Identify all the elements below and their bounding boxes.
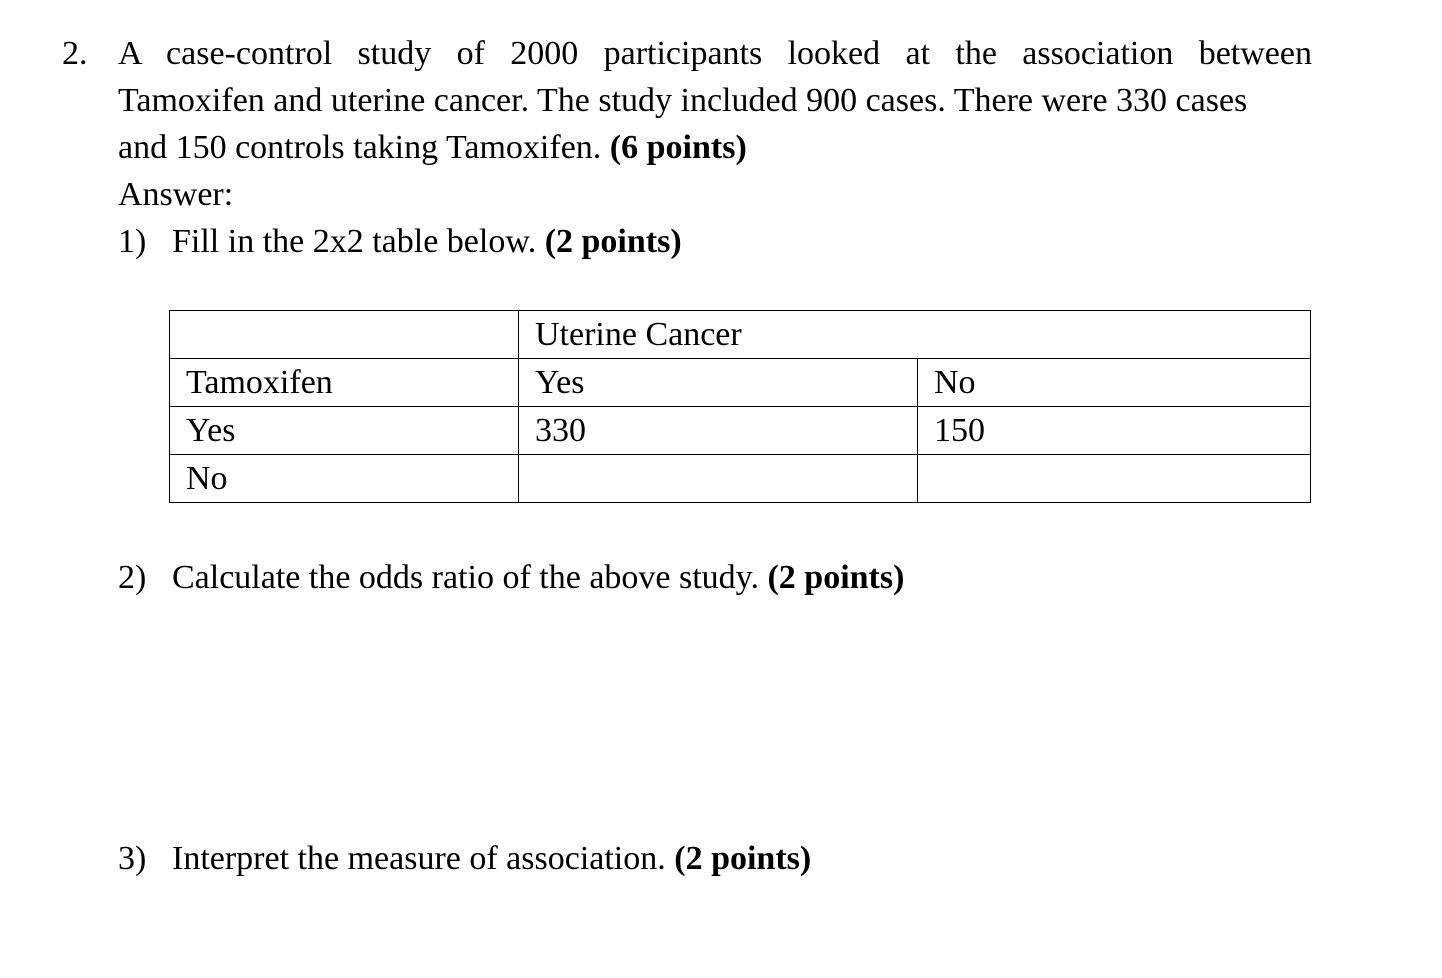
subquestion-points: (2 points): [674, 840, 812, 877]
table-row: [170, 407, 1311, 455]
question-points: (6 points): [609, 129, 747, 166]
question-block: [62, 30, 1312, 171]
table-col-yes: Yes: [519, 359, 918, 407]
table-cell-c[interactable]: [519, 455, 918, 503]
question-line-1: A case-control study of 2000 participants looked at the association between: [118, 35, 1312, 72]
table-row: [170, 455, 1311, 503]
subquestion-points: (2 points): [767, 559, 905, 596]
table-row: [170, 359, 1311, 407]
subquestion-text: Calculate the odds ratio of the above study.: [172, 559, 759, 596]
subquestion-text: Fill in the 2x2 table below.: [172, 223, 537, 260]
question-text: [118, 30, 1312, 171]
subquestion-3: [118, 835, 811, 882]
subquestion-number: 3): [118, 840, 147, 877]
table-header-outcome: Uterine Cancer: [519, 311, 1311, 359]
table-cell-d[interactable]: [918, 455, 1311, 503]
subquestion-1: [118, 218, 682, 265]
subquestion-2: [118, 554, 904, 601]
two-by-two-table: [169, 310, 1311, 503]
table-col-no: No: [918, 359, 1311, 407]
subquestion-number: 2): [118, 559, 147, 596]
table-row-label-no: No: [170, 455, 519, 503]
answer-label: Answer:: [118, 176, 234, 213]
table-cell-empty: [170, 311, 519, 359]
question-line-2: Tamoxifen and uterine cancer. The study included 900 cases. There were 330 cases: [118, 82, 1248, 119]
question-number: 2.: [62, 35, 88, 72]
table-cell-b[interactable]: 150: [918, 407, 1311, 455]
question-line-3: and 150 controls taking Tamoxifen.: [118, 129, 602, 166]
subquestion-number: 1): [118, 223, 147, 260]
table-row-header-exposure: Tamoxifen: [170, 359, 519, 407]
subquestion-points: (2 points): [544, 223, 682, 260]
table-row-label-yes: Yes: [170, 407, 519, 455]
table-row: [170, 311, 1311, 359]
subquestion-text: Interpret the measure of association.: [172, 840, 666, 877]
table-cell-a[interactable]: 330: [519, 407, 918, 455]
